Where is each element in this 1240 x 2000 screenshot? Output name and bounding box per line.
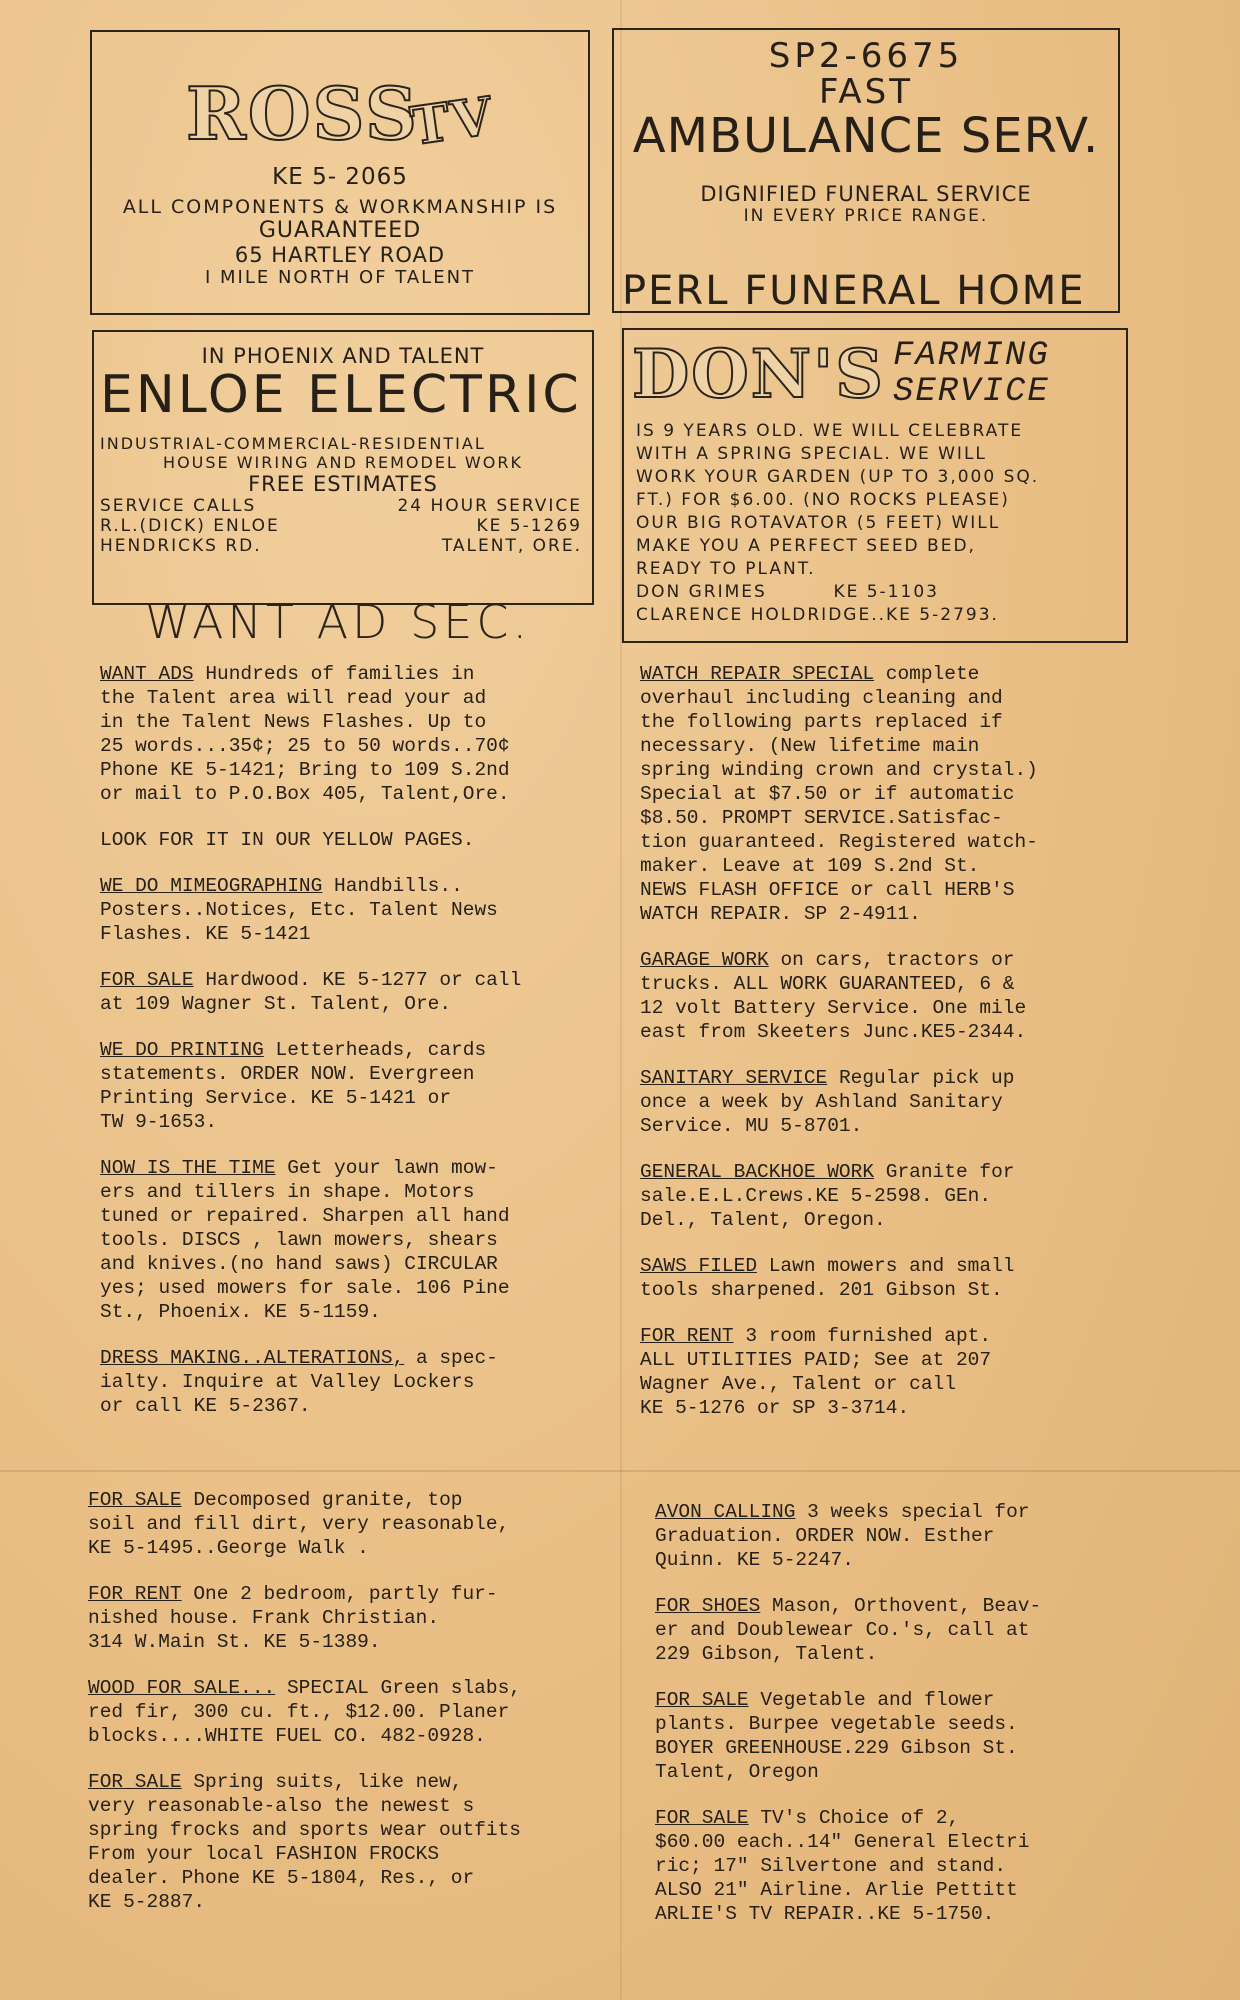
classified-ad-line: Phone KE 5-1421; Bring to 109 S.2nd xyxy=(100,759,510,781)
classified-ad-line: AVON CALLING 3 weeks special for xyxy=(655,1501,1030,1523)
classified-ad-heading: NOW IS THE TIME xyxy=(100,1157,276,1179)
classified-ad-line: $60.00 each..14" General Electri xyxy=(655,1831,1030,1853)
classified-ad-line: sale.E.L.Crews.KE 5-2598. GEn. xyxy=(640,1185,992,1207)
perl-funeral-ad xyxy=(612,28,1120,313)
classified-ad-heading: WANT ADS xyxy=(100,663,194,685)
enloe-house: HOUSE WIRING AND REMODEL WORK xyxy=(163,453,523,472)
dons-title xyxy=(893,338,1050,410)
classified-ad xyxy=(88,1676,608,1748)
classified-ad-line: KE 5-1495..George Walk . xyxy=(88,1537,369,1559)
classified-ad xyxy=(640,1160,1160,1232)
classified-ad-line: red fir, 300 cu. ft., $12.00. Planer xyxy=(88,1701,510,1723)
enloe-owner-phone: KE 5-1269 xyxy=(476,516,582,536)
classified-ad-line: 229 Gibson, Talent. xyxy=(655,1643,878,1665)
classified-ad xyxy=(100,968,620,1016)
classified-ad xyxy=(100,1346,620,1418)
classified-ad-heading: WATCH REPAIR SPECIAL xyxy=(640,663,875,685)
classified-ad-line: NOW IS THE TIME Get your lawn mow- xyxy=(100,1157,498,1179)
ross-tv-guarantee-2: GUARANTEED xyxy=(258,218,422,243)
classified-ad-line: or mail to P.O.Box 405, Talent,Ore. xyxy=(100,783,510,805)
classified-ad-line: ALL UTILITIES PAID; See at 207 xyxy=(640,1349,992,1371)
classified-ad-heading: FOR SALE xyxy=(88,1771,182,1793)
classified-ad-line: FOR SALE Vegetable and flower xyxy=(655,1689,995,1711)
classified-ad-line: WATCH REPAIR. SP 2-4911. xyxy=(640,903,921,925)
perl-phone: SP2-6675 xyxy=(768,36,964,76)
classified-ad-line: GENERAL BACKHOE WORK Granite for xyxy=(640,1161,1015,1183)
classified-ad xyxy=(655,1500,1175,1572)
classified-ad-line: blocks....WHITE FUEL CO. 482-0928. xyxy=(88,1725,486,1747)
dons-contact-2: CLARENCE HOLDRIDGE..KE 5-2793. xyxy=(636,605,999,625)
classified-ad-line: 12 volt Battery Service. One mile xyxy=(640,997,1027,1019)
enloe-service-left: SERVICE CALLS xyxy=(100,496,257,516)
classified-ad-line: spring winding crown and crystal.) xyxy=(640,759,1038,781)
enloe-owner-row xyxy=(94,516,592,536)
classified-ad-line: LOOK FOR IT IN OUR YELLOW PAGES. xyxy=(100,829,475,851)
classified-ad xyxy=(100,1038,620,1134)
classified-ad-line: KE 5-2887. xyxy=(88,1891,206,1913)
classified-ad-line: tools sharpened. 201 Gibson St. xyxy=(640,1279,1003,1301)
enloe-town: TALENT, ORE. xyxy=(441,536,582,556)
dons-body xyxy=(624,414,1126,627)
classified-ad-line: GARAGE WORK on cars, tractors or xyxy=(640,949,1015,971)
dons-line: WORK YOUR GARDEN (UP TO 3,000 SQ. xyxy=(636,467,1040,487)
classified-ad-heading: FOR SALE xyxy=(655,1689,749,1711)
classified-ad-heading: WE DO PRINTING xyxy=(100,1039,264,1061)
classified-ad-heading: WOOD FOR SALE... xyxy=(88,1677,276,1699)
classified-ad-line: in the Talent News Flashes. Up to xyxy=(100,711,487,733)
dons-farming-ad xyxy=(622,328,1128,643)
classified-ad-heading: FOR SALE xyxy=(655,1807,749,1829)
classified-ad-line: Quinn. KE 5-2247. xyxy=(655,1549,854,1571)
dons-contact-1: DON GRIMES KE 5-1103 xyxy=(636,582,939,602)
enloe-road: HENDRICKS RD. xyxy=(100,536,262,556)
classifieds-right-column-bottom xyxy=(655,1500,1175,1948)
classified-ad-line: From your local FASHION FROCKS xyxy=(88,1843,440,1865)
classified-ad-line: SANITARY SERVICE Regular pick up xyxy=(640,1067,1015,1089)
classified-ad-line: Special at $7.50 or if automatic xyxy=(640,783,1015,805)
classified-ad-heading: DRESS MAKING..ALTERATIONS, xyxy=(100,1347,405,1369)
classified-ad-line: trucks. ALL WORK GUARANTEED, 6 & xyxy=(640,973,1015,995)
classified-ad-line: once a week by Ashland Sanitary xyxy=(640,1091,1003,1113)
classified-ad xyxy=(640,1324,1160,1420)
classified-ad-line: nished house. Frank Christian. xyxy=(88,1607,440,1629)
classified-ad-line: NEWS FLASH OFFICE or call HERB'S xyxy=(640,879,1015,901)
dons-line: OUR BIG ROTAVATOR (5 FEET) WILL xyxy=(636,513,1001,533)
classified-ad xyxy=(640,948,1160,1044)
perl-fast: FAST xyxy=(818,72,914,112)
classified-ad-line: WATCH REPAIR SPECIAL complete xyxy=(640,663,980,685)
ross-tv-address: 65 HARTLEY ROAD xyxy=(234,243,446,267)
classified-ad-line: Graduation. ORDER NOW. Esther xyxy=(655,1525,995,1547)
ross-tv-guarantee: ALL COMPONENTS & WORKMANSHIP IS xyxy=(122,196,558,218)
classified-ad-line: er and Doublewear Co.'s, call at xyxy=(655,1619,1030,1641)
classified-ad xyxy=(88,1770,608,1914)
classified-ad-line: Flashes. KE 5-1421 xyxy=(100,923,311,945)
dons-line: MAKE YOU A PERFECT SEED BED, xyxy=(636,536,976,556)
classified-ad-line: FOR SALE Hardwood. KE 5-1277 or call xyxy=(100,969,522,991)
classified-ad-line: ric; 17" Silvertone and stand. xyxy=(655,1855,1007,1877)
classified-ad-line: BOYER GREENHOUSE.229 Gibson St. xyxy=(655,1737,1018,1759)
ross-tv-logo: ROSSTV xyxy=(185,71,498,158)
enloe-address-row xyxy=(94,536,592,556)
classified-ad xyxy=(100,662,620,806)
classified-ad-line: Service. MU 5-8701. xyxy=(640,1115,863,1137)
perl-ambulance: AMBULANCE SERV. xyxy=(632,108,1100,164)
classified-ad-heading: SANITARY SERVICE xyxy=(640,1067,828,1089)
classified-ad-line: 25 words...35¢; 25 to 50 words..70¢ xyxy=(100,735,510,757)
classified-ad-line: WANT ADS Hundreds of families in xyxy=(100,663,475,685)
enloe-name: ENLOE ELECTRIC xyxy=(100,365,582,425)
perl-dignified: DIGNIFIED FUNERAL SERVICE xyxy=(700,182,1032,206)
classified-ad-heading: SAWS FILED xyxy=(640,1255,758,1277)
classified-ad-line: tuned or repaired. Sharpen all hand xyxy=(100,1205,510,1227)
classified-ad-line: plants. Burpee vegetable seeds. xyxy=(655,1713,1018,1735)
classified-ad-line: at 109 Wagner St. Talent, Ore. xyxy=(100,993,452,1015)
classified-ad xyxy=(88,1488,608,1560)
enloe-owner: R.L.(DICK) ENLOE xyxy=(100,516,280,536)
classified-ad-line: dealer. Phone KE 5-1804, Res., or xyxy=(88,1867,475,1889)
dons-header xyxy=(624,334,1126,414)
classified-ad xyxy=(100,874,620,946)
classified-ad-heading: GARAGE WORK xyxy=(640,949,769,971)
dons-logo: DON'S xyxy=(632,335,885,413)
classified-ad-line: Printing Service. KE 5-1421 or xyxy=(100,1087,452,1109)
dons-line: FT.) FOR $6.00. (NO ROCKS PLEASE) xyxy=(636,490,1010,510)
classified-ad-line: Posters..Notices, Etc. Talent News xyxy=(100,899,498,921)
classified-ad-line: tools. DISCS , lawn mowers, shears xyxy=(100,1229,498,1251)
classified-ad-line: SAWS FILED Lawn mowers and small xyxy=(640,1255,1015,1277)
classified-ad-line: 314 W.Main St. KE 5-1389. xyxy=(88,1631,381,1653)
classified-ad-line: the following parts replaced if xyxy=(640,711,1003,733)
classified-ad-line: necessary. (New lifetime main xyxy=(640,735,980,757)
classified-ad-heading: FOR SHOES xyxy=(655,1595,761,1617)
classified-ad-line: ialty. Inquire at Valley Lockers xyxy=(100,1371,475,1393)
classified-ad-line: tion guaranteed. Registered watch- xyxy=(640,831,1038,853)
classified-ad-line: Talent, Oregon xyxy=(655,1761,819,1783)
classified-ad-line: ARLIE'S TV REPAIR..KE 5-1750. xyxy=(655,1903,995,1925)
classified-ad-heading: FOR SALE xyxy=(100,969,194,991)
classified-ad xyxy=(100,828,620,852)
classifieds-left-column-bottom xyxy=(88,1488,608,1936)
ross-tv-directions: I MILE NORTH OF TALENT xyxy=(204,267,476,288)
classified-ad xyxy=(100,1156,620,1324)
classified-ad xyxy=(655,1594,1175,1666)
dons-service: SERVICE xyxy=(892,373,1050,411)
classified-ad-line: Wagner Ave., Talent or call xyxy=(640,1373,956,1395)
classified-ad-line: FOR SALE Decomposed granite, top xyxy=(88,1489,463,1511)
classified-ad-line: FOR SALE TV's Choice of 2, xyxy=(655,1807,960,1829)
classified-ad-line: yes; used mowers for sale. 106 Pine xyxy=(100,1277,510,1299)
perl-name: PERL FUNERAL HOME xyxy=(622,268,1086,314)
classified-ad-heading: WE DO MIMEOGRAPHING xyxy=(100,875,323,897)
classified-ad-line: statements. ORDER NOW. Evergreen xyxy=(100,1063,475,1085)
classified-ad-heading: AVON CALLING xyxy=(655,1501,796,1523)
enloe-service-row xyxy=(94,496,592,516)
enloe-free: FREE ESTIMATES xyxy=(248,472,438,496)
dons-line: READY TO PLANT. xyxy=(636,559,816,579)
classified-ad-line: ers and tillers in shape. Motors xyxy=(100,1181,475,1203)
classified-ad-line: FOR RENT 3 room furnished apt. xyxy=(640,1325,992,1347)
classified-ad-line: or call KE 5-2367. xyxy=(100,1395,311,1417)
enloe-industrial: INDUSTRIAL-COMMERCIAL-RESIDENTIAL xyxy=(100,434,486,453)
classified-ad-line: maker. Leave at 109 S.2nd St. xyxy=(640,855,980,877)
classified-ad-line: very reasonable-also the newest s xyxy=(88,1795,475,1817)
classified-ad-line: $8.50. PROMPT SERVICE.Satisfac- xyxy=(640,807,1003,829)
classified-ad-line: ALSO 21" Airline. Arlie Pettitt xyxy=(655,1879,1018,1901)
classified-ad-line: TW 9-1653. xyxy=(100,1111,218,1133)
want-ad-section-header: WANT AD SEC. xyxy=(145,595,532,649)
classifieds-left-column xyxy=(100,662,620,1440)
classified-ad-line: FOR SHOES Mason, Orthovent, Beav- xyxy=(655,1595,1042,1617)
dons-line: IS 9 YEARS OLD. WE WILL CELEBRATE xyxy=(636,421,1024,441)
classified-ad-line: spring frocks and sports wear outfits xyxy=(88,1819,521,1841)
perl-range: IN EVERY PRICE RANGE. xyxy=(743,206,989,226)
classified-ad-line: WOOD FOR SALE... SPECIAL Green slabs, xyxy=(88,1677,521,1699)
classified-ad-line: overhaul including cleaning and xyxy=(640,687,1003,709)
classified-ad xyxy=(640,662,1160,926)
classified-ad-line: WE DO PRINTING Letterheads, cards xyxy=(100,1039,487,1061)
enloe-location: IN PHOENIX AND TALENT xyxy=(201,344,485,368)
classified-ad xyxy=(640,1066,1160,1138)
classified-ad-heading: GENERAL BACKHOE WORK xyxy=(640,1161,875,1183)
classified-ad-line: WE DO MIMEOGRAPHING Handbills.. xyxy=(100,875,463,897)
ross-tv-ad xyxy=(90,30,590,315)
enloe-electric-ad xyxy=(92,330,594,605)
enloe-service-right: 24 HOUR SERVICE xyxy=(397,496,582,516)
ross-tv-phone: KE 5- 2065 xyxy=(272,164,408,190)
classified-ad-heading: FOR RENT xyxy=(88,1583,182,1605)
classified-ad xyxy=(88,1582,608,1654)
classified-ad-line: FOR SALE Spring suits, like new, xyxy=(88,1771,463,1793)
classified-ad-line: east from Skeeters Junc.KE5-2344. xyxy=(640,1021,1027,1043)
classified-ad-heading: FOR SALE xyxy=(88,1489,182,1511)
classified-ad xyxy=(655,1806,1175,1926)
classified-ad-line: and knives.(no hand saws) CIRCULAR xyxy=(100,1253,498,1275)
classified-ad xyxy=(640,1254,1160,1302)
classified-ad-line: St., Phoenix. KE 5-1159. xyxy=(100,1301,381,1323)
classified-ad-line: FOR RENT One 2 bedroom, partly fur- xyxy=(88,1583,498,1605)
classifieds-right-column xyxy=(640,662,1160,1442)
dons-line: WITH A SPRING SPECIAL. WE WILL xyxy=(636,444,987,464)
classified-ad-line: Del., Talent, Oregon. xyxy=(640,1209,886,1231)
dons-farming: FARMING xyxy=(892,337,1050,375)
classified-ad-line: soil and fill dirt, very reasonable, xyxy=(88,1513,510,1535)
classified-ad-heading: FOR RENT xyxy=(640,1325,734,1347)
classified-ad-line: the Talent area will read your ad xyxy=(100,687,487,709)
classified-ad-line: KE 5-1276 or SP 3-3714. xyxy=(640,1397,910,1419)
classified-ad-line: DRESS MAKING..ALTERATIONS, a spec- xyxy=(100,1347,498,1369)
classified-ad xyxy=(655,1688,1175,1784)
